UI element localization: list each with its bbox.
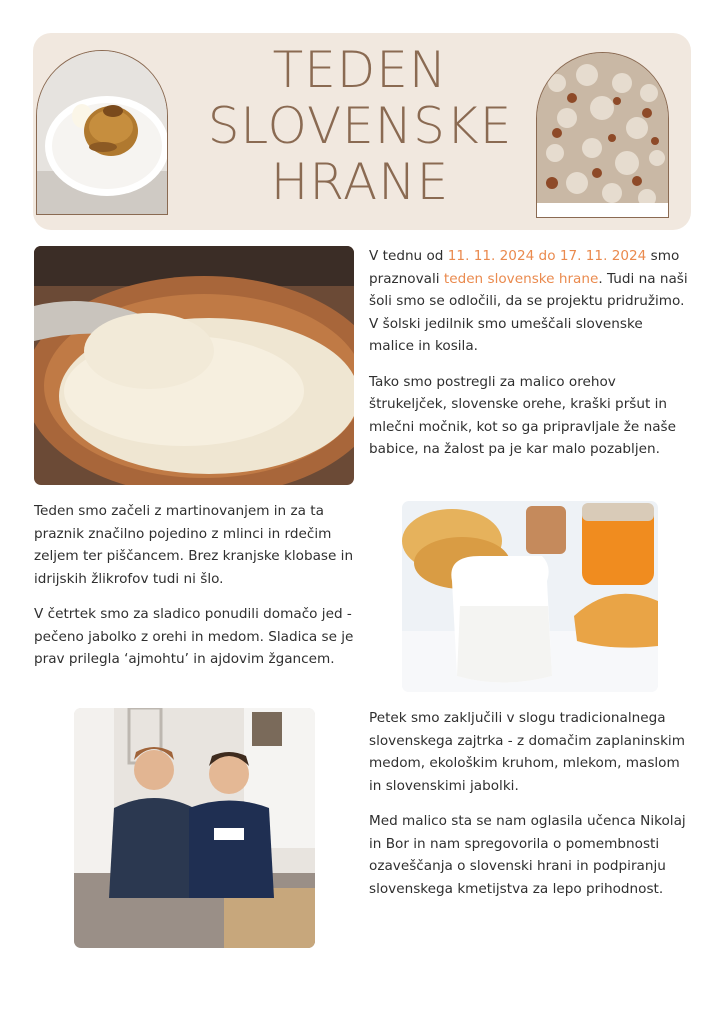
week-text (34, 500, 360, 671)
menu-paragraph: Tako smo postregli za malico orehov štrukeljček, slovenske orehe, kraški pršut in mlečni močnik, kot so ga pripravljale že naše babice, na žalost pa je kar malo pozabljen. (369, 373, 677, 457)
dessert-paragraph: V četrtek smo za sladico ponudili domačo jed - pečeno jabolko z orehi in medom. Sladica se je prav prilegla ‘ajmohtu’ in ajdovim žgancem. (34, 606, 354, 667)
porridge-photo (34, 246, 354, 485)
intro-text-part: smo praznovali (369, 248, 680, 287)
event-name: teden slovenske hrane (443, 270, 599, 287)
page-title (160, 42, 560, 210)
students-photo (74, 708, 315, 948)
intro-text-part: . Tudi na naši šoli smo se odločili, da se projektu pridružimo. V šolski jedilnik smo umeščali slovenske malice in kosila. (369, 270, 688, 354)
title-line: SLOVENSKE (207, 97, 513, 155)
baked-apple-photo (36, 50, 168, 215)
students-paragraph: Med malico sta se nam oglasila učenca Nikolaj in Bor in nam spregovorila o pomembnosti ozaveščanja o slovenski hrani in podpiranju slovenskega kmetijstva za lepo prihodnost. (369, 813, 686, 897)
breakfast-paragraph: Petek smo zaključili v slogu tradicionalnega slovenskega zajtrka - z domačim zaplaninskim medom, ekološkim kruhom, mlekom, maslom in slovenskimi jabolki. (369, 710, 685, 794)
friday-text (369, 707, 689, 900)
intro-text (369, 245, 689, 461)
breakfast-photo (402, 501, 658, 692)
martinovanje-paragraph: Teden smo začeli z martinovanjem in za ta praznik značilno pojedino z mlinci in rdečim zeljem ter piščancem. Brez kranjske klobase in idrijskih žlikrofov tudi ni šlo. (34, 503, 354, 587)
crumble-photo (536, 52, 669, 218)
event-dates: 11. 11. 2024 do 17. 11. 2024 (447, 248, 647, 264)
intro-text-part: V tednu od (369, 248, 448, 264)
intro-paragraph (369, 245, 689, 358)
title-line: HRANE (270, 153, 450, 211)
title-line: TEDEN (272, 41, 448, 99)
